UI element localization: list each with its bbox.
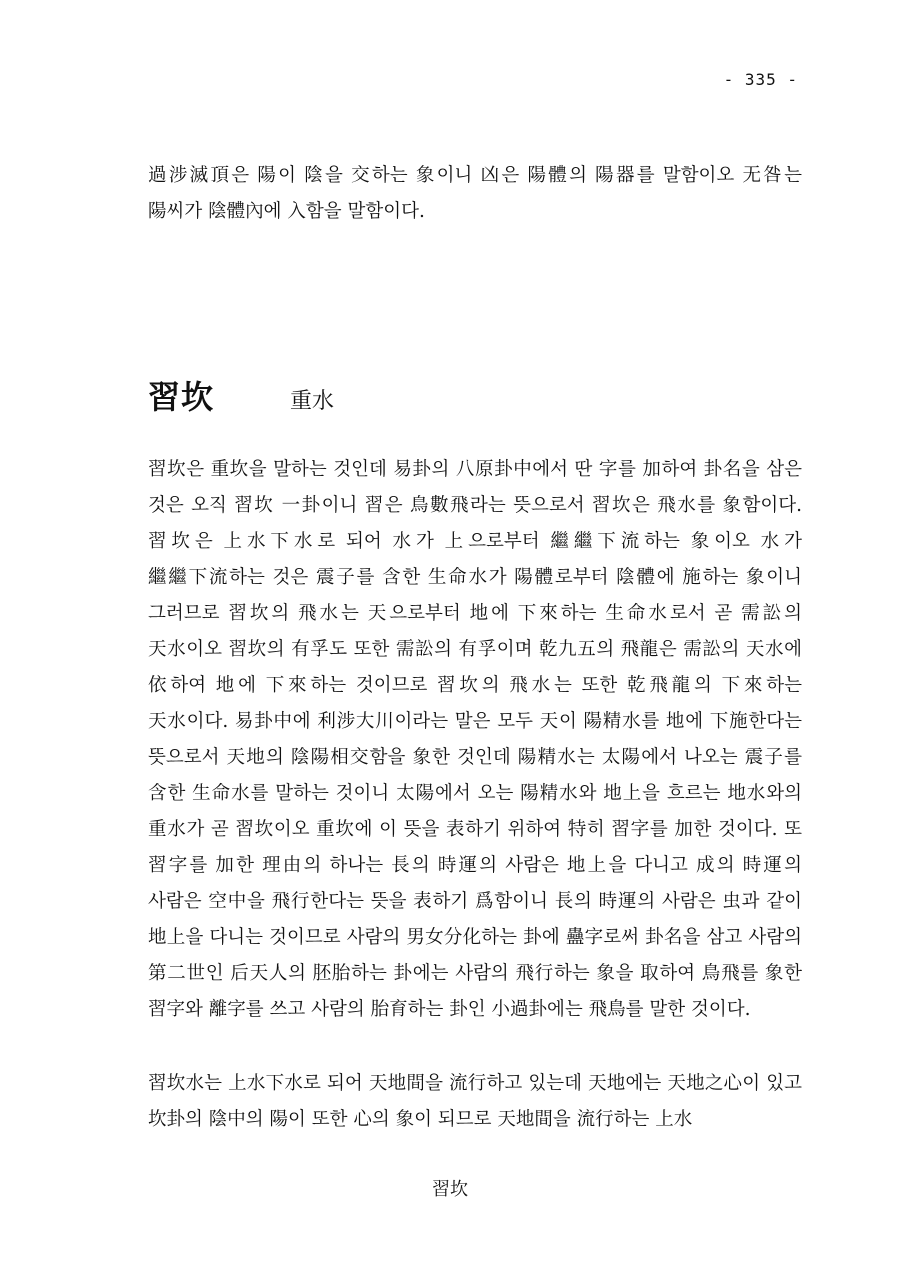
body-paragraph-2: 習坎水는 上水下水로 되어 天地間을 流行하고 있는데 天地에는 天地之心이 있고 坎卦의 陰中의 陽이 또한 心의 象이 되므로 天地間을 流行하는 上水 bbox=[148, 1073, 802, 1130]
page-footer: 習坎 bbox=[432, 1179, 468, 1200]
intro-paragraph: 過涉滅頂은 陽이 陰을 交하는 象이니 凶은 陽體의 陽器를 말함이오 无咎는 陽씨가 陰體內에 入함을 말함이다. bbox=[148, 165, 802, 222]
section-subtitle: 重水 bbox=[290, 389, 335, 414]
section-heading bbox=[148, 372, 334, 422]
page-number: - 335 - bbox=[723, 70, 798, 89]
body-paragraph-1: 習坎은 重坎을 말하는 것인데 易卦의 八原卦中에서 딴 字를 加하여 卦名을 삼은 것은 오직 習坎 一卦이니 習은 鳥數飛라는 뜻으로서 習坎은 飛水를 象함이다. 習坎은 上水下水로 되어 水가 上으로부터 繼繼下流하는 象이오 水가 繼繼下流하는 것은 震子를 含한 生命水가 陽體로부터 陰體에 施하는 象이니 그러므로 習坎의 飛水는 天으로부터 地에 下來하는 生命水로서 곧 需訟의 天水이오 習坎의 有孚도 또한 需訟의 有孚이며 乾九五의 飛龍은 需訟의 天水에 依하여 地에 下來하는 것이므로 習坎의 飛水는 또한 乾飛龍의 下來하는 天水이다. 易卦中에 利涉大川이라는 말은 모두 天이 陽精水를 地에 下施한다는 뜻으로서 天地의 陰陽相交함을 象한 것인데 陽精水는 太陽에서 나오는 震子를 含한 生命水를 말하는 것이니 太陽에서 오는 陽精水와 地上을 흐르는 地水와의 重水가 곧 習坎이오 重坎에 이 뜻을 表하기 위하여 特히 習字를 加한 것이다. 또 習字를 加한 理由의 하나는 長의 時運의 사람은 地上을 다니고 成의 時運의 사람은 空中을 飛行한다는 뜻을 表하기 爲함이니 長의 時運의 사람은 虫과 같이 地上을 다니는 것이므로 사람의 男女分化하는 卦에 蠱字로써 卦名을 삼고 사람의 第二世인 后天人의 胚胎하는 卦에는 사람의 飛行하는 象을 取하여 鳥飛를 象한 習字와 離字를 쓰고 사람의 胎育하는 卦인 小過卦에는 飛鳥를 말한 것이다. bbox=[148, 459, 802, 1020]
section-title: 習坎 bbox=[148, 378, 215, 416]
